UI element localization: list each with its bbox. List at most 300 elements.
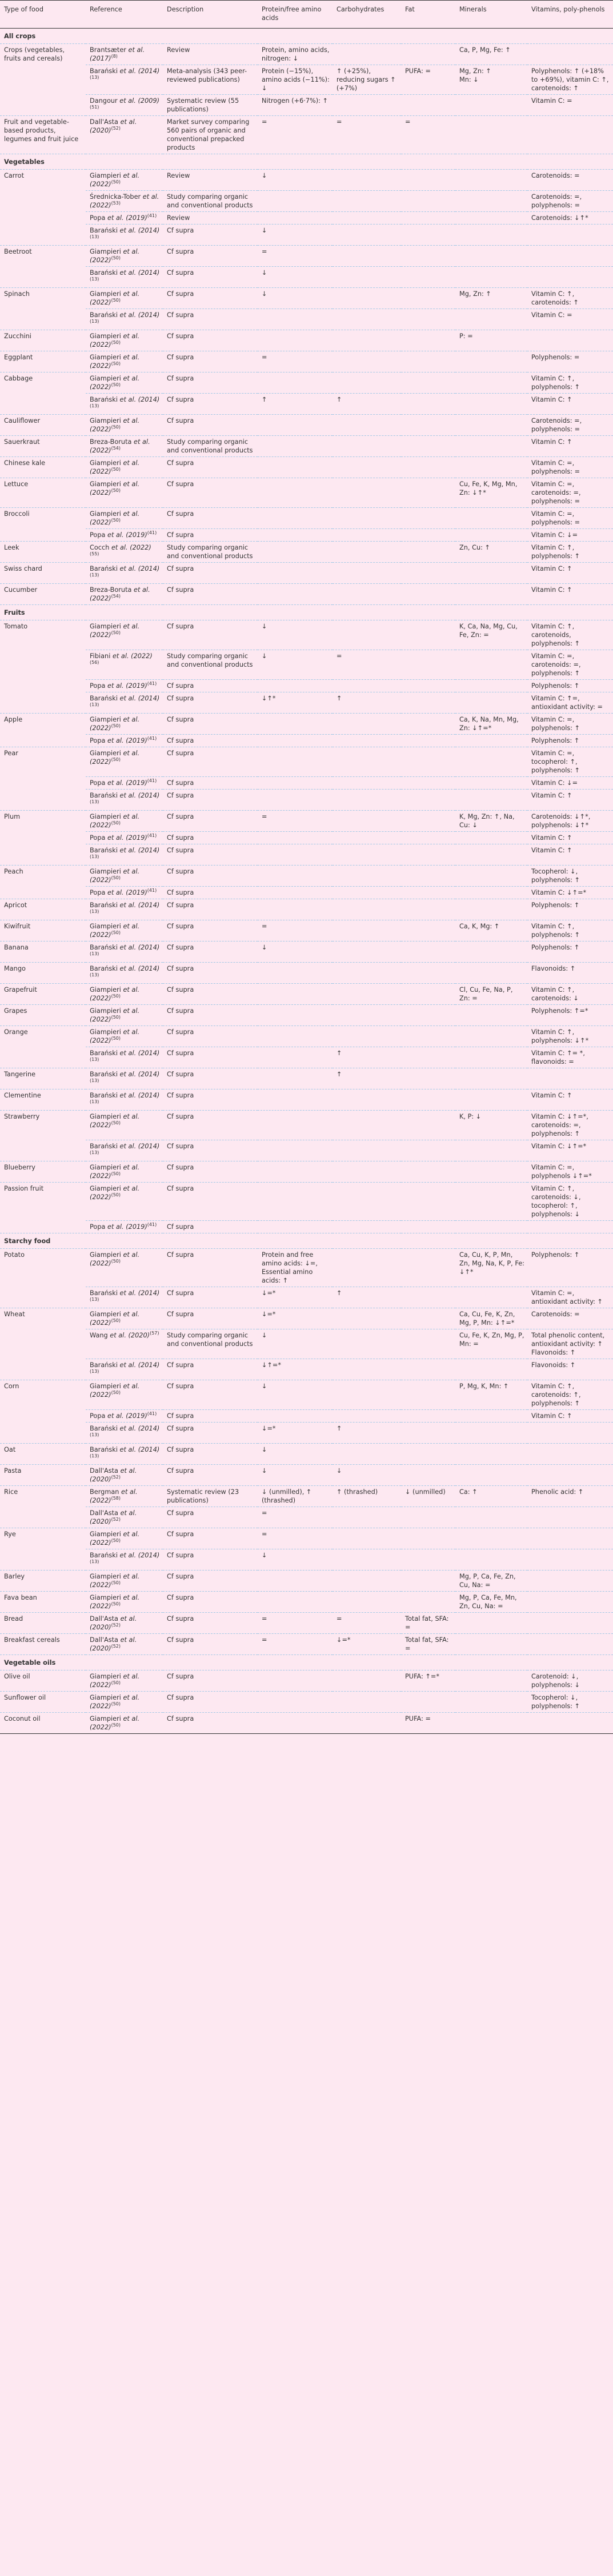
- vitamins-cell: Vitamin C: =, polyphenols: =: [527, 457, 613, 478]
- protein-cell: [258, 1089, 332, 1111]
- table-row: [0, 1287, 613, 1308]
- reference-cell: [86, 1613, 163, 1634]
- reference-author: Popa: [90, 1412, 106, 1420]
- vitamins-cell: Flavonoids: ↑: [527, 1359, 613, 1380]
- protein-cell: [258, 1183, 332, 1221]
- reference-citation: (50): [111, 820, 121, 826]
- table-row: [0, 790, 613, 811]
- reference-author: Dall'Asta: [90, 1467, 118, 1475]
- description-cell: Cf supra: [163, 1634, 258, 1655]
- minerals-cell: P: =: [455, 330, 527, 351]
- reference-citation: (13): [90, 854, 99, 860]
- reference-author: Barański: [90, 792, 118, 799]
- protein-cell: [258, 1161, 332, 1183]
- reference-etal-year: et al. (2020): [90, 118, 137, 134]
- fat-cell: [401, 1571, 455, 1592]
- minerals-cell: [455, 832, 527, 844]
- reference-author: Barański: [90, 847, 118, 854]
- minerals-cell: [455, 790, 527, 811]
- table-row: [0, 1410, 613, 1423]
- carbohydrates-cell: [332, 309, 401, 330]
- carbohydrates-cell: [332, 170, 401, 191]
- vitamins-cell: [527, 1613, 613, 1634]
- reference-cell: [86, 415, 163, 436]
- reference-citation: (50): [111, 723, 121, 729]
- reference-cell: [86, 620, 163, 650]
- reference-etal-year: et al. (2022): [110, 652, 153, 660]
- reference-citation: (13): [90, 75, 99, 81]
- reference-citation: (13): [90, 1559, 99, 1565]
- food-type-cell: Rye: [0, 1528, 86, 1571]
- reference-etal-year: et al. (2022): [90, 716, 140, 732]
- reference-author: Giampieri: [90, 1694, 121, 1701]
- carbohydrates-cell: [332, 1111, 401, 1140]
- header-vitamins: Vitamins, poly-phenols: [527, 1, 613, 29]
- minerals-cell: [455, 170, 527, 191]
- reference-author: Breza-Boruta: [90, 586, 132, 594]
- reference-cell: [86, 309, 163, 330]
- reference-etal-year: et al. (2022): [90, 510, 140, 526]
- reference-cell: [86, 866, 163, 887]
- minerals-cell: [455, 351, 527, 372]
- protein-cell: ↓: [258, 620, 332, 650]
- reference-etal-year: et al. (2014): [117, 792, 160, 799]
- vitamins-cell: Vitamin C: ↑, polyphenols: ↑: [527, 920, 613, 942]
- fat-cell: [401, 394, 455, 415]
- section-title: Vegetable oils: [0, 1655, 613, 1670]
- protein-cell: [258, 735, 332, 747]
- description-cell: Cf supra: [163, 225, 258, 246]
- description-cell: Cf supra: [163, 1592, 258, 1613]
- reference-cell: [86, 811, 163, 832]
- carbohydrates-cell: [332, 920, 401, 942]
- table-row: [0, 529, 613, 542]
- vitamins-cell: Vitamin C: ↑: [527, 394, 613, 415]
- protein-cell: [258, 747, 332, 777]
- description-cell: Cf supra: [163, 1444, 258, 1465]
- reference-etal-year: et al. (2022): [90, 1164, 140, 1180]
- reference-author: Barański: [90, 1049, 118, 1057]
- reference-citation: (50): [111, 757, 121, 763]
- reference-cell: [86, 1713, 163, 1734]
- vitamins-cell: Vitamin C: ↓↑=*, carotenoids: =, polyphenols: ↑: [527, 1111, 613, 1140]
- protein-cell: =: [258, 1613, 332, 1634]
- reference-etal-year: et al. (2022): [90, 1185, 140, 1201]
- food-type-cell: Cucumber: [0, 584, 86, 605]
- reference-citation: (52): [111, 126, 121, 131]
- fat-cell: [401, 942, 455, 963]
- description-cell: Cf supra: [163, 963, 258, 984]
- minerals-cell: Ca, K, Mg: ↑: [455, 920, 527, 942]
- reference-author: Giampieri: [90, 1594, 121, 1601]
- reference-cell: [86, 1465, 163, 1486]
- reference-cell: [86, 1161, 163, 1183]
- fat-cell: [401, 436, 455, 457]
- carbohydrates-cell: [332, 1183, 401, 1221]
- carbohydrates-cell: [332, 436, 401, 457]
- minerals-cell: [455, 1692, 527, 1713]
- reference-cell: [86, 116, 163, 154]
- carbohydrates-cell: [332, 191, 401, 212]
- vitamins-cell: Total phenolic content, antioxidant activity: ↑ Flavonoids: ↑: [527, 1329, 613, 1359]
- reference-citation: (13): [90, 799, 99, 805]
- section-header-row: [0, 1233, 613, 1249]
- description-cell: Meta-analysis (343 peer-reviewed publications): [163, 65, 258, 95]
- protein-cell: =: [258, 246, 332, 267]
- vitamins-cell: Flavonoids: ↑: [527, 963, 613, 984]
- carbohydrates-cell: [332, 1140, 401, 1161]
- minerals-cell: [455, 1221, 527, 1233]
- minerals-cell: [455, 191, 527, 212]
- fat-cell: [401, 225, 455, 246]
- description-cell: Cf supra: [163, 351, 258, 372]
- reference-author: Dall'Asta: [90, 1615, 118, 1622]
- reference-author: Popa: [90, 1223, 106, 1231]
- fat-cell: =: [401, 116, 455, 154]
- reference-author: Barański: [90, 1552, 118, 1559]
- fat-cell: [401, 1249, 455, 1287]
- reference-etal-year: et al. (2014): [117, 67, 160, 75]
- minerals-cell: Ca, Cu, K, P, Mn, Zn, Mg, Na, K, P, Fe: ↓↑*: [455, 1249, 527, 1287]
- food-type-cell: Broccoli: [0, 508, 86, 542]
- fat-cell: [401, 887, 455, 899]
- reference-citation: (50): [111, 630, 121, 636]
- protein-cell: ↓=*: [258, 1287, 332, 1308]
- reference-etal-year: et al. (2014): [117, 1143, 160, 1150]
- reference-author: Fibiani: [90, 652, 111, 660]
- food-type-cell: Beetroot: [0, 246, 86, 288]
- fat-cell: [401, 542, 455, 563]
- vitamins-cell: Vitamin C: ↑, carotenoids: ↑, polyphenols: ↑: [527, 1380, 613, 1410]
- food-type-cell: Blueberry: [0, 1161, 86, 1183]
- reference-etal-year: et al. (2022): [90, 868, 140, 884]
- table-row: [0, 1140, 613, 1161]
- table-row: [0, 844, 613, 866]
- fat-cell: ↓ (unmilled): [401, 1486, 455, 1507]
- reference-citation: (13): [90, 909, 99, 915]
- reference-author: Giampieri: [90, 1113, 121, 1120]
- reference-cell: [86, 1423, 163, 1444]
- vitamins-cell: Vitamin C: ↓=: [527, 529, 613, 542]
- protein-cell: [258, 508, 332, 529]
- vitamins-cell: Vitamin C: ↓↑=*: [527, 887, 613, 899]
- protein-cell: [258, 529, 332, 542]
- vitamins-cell: [527, 1713, 613, 1734]
- header-type-of-food: Type of food: [0, 1, 86, 29]
- reference-author: Giampieri: [90, 290, 121, 298]
- reference-etal-year: et al. (2014): [117, 1446, 160, 1453]
- minerals-cell: [455, 680, 527, 692]
- description-cell: Cf supra: [163, 735, 258, 747]
- reference-author: Giampieri: [90, 1007, 121, 1015]
- minerals-cell: [455, 963, 527, 984]
- protein-cell: [258, 714, 332, 735]
- protein-cell: [258, 680, 332, 692]
- carbohydrates-cell: [332, 1161, 401, 1183]
- reference-citation: (50): [111, 518, 121, 523]
- vitamins-cell: Carotenoids: ↓↑*: [527, 212, 613, 225]
- vitamins-cell: [527, 1634, 613, 1655]
- fat-cell: [401, 1549, 455, 1571]
- reference-etal-year: et al. (2022): [90, 193, 159, 209]
- description-cell: Systematic review (23 publications): [163, 1486, 258, 1507]
- vitamins-cell: Vitamin C: =, carotenoids: =, polyphenols: =: [527, 478, 613, 508]
- reference-cell: [86, 372, 163, 394]
- minerals-cell: [455, 1634, 527, 1655]
- vitamins-cell: Vitamin C: ↑: [527, 563, 613, 584]
- table-row: [0, 212, 613, 225]
- fat-cell: [401, 1026, 455, 1047]
- reference-cell: [86, 790, 163, 811]
- reference-etal-year: et al. (2022): [90, 459, 140, 475]
- fat-cell: [401, 508, 455, 529]
- table-row: [0, 1713, 613, 1734]
- reference-author: Barański: [90, 1446, 118, 1453]
- carbohydrates-cell: [332, 330, 401, 351]
- minerals-cell: [455, 212, 527, 225]
- vitamins-cell: [527, 1549, 613, 1571]
- fat-cell: [401, 212, 455, 225]
- protein-cell: =: [258, 920, 332, 942]
- protein-cell: [258, 478, 332, 508]
- carbohydrates-cell: [332, 714, 401, 735]
- minerals-cell: P, Mg, K, Mn: ↑: [455, 1380, 527, 1410]
- header-description: Description: [163, 1, 258, 29]
- minerals-cell: [455, 777, 527, 790]
- description-cell: Review: [163, 170, 258, 191]
- table-row: [0, 811, 613, 832]
- protein-cell: [258, 1111, 332, 1140]
- reference-author: Popa: [90, 779, 106, 787]
- food-type-cell: Kiwifruit: [0, 920, 86, 942]
- table-row: [0, 1047, 613, 1068]
- table-row: [0, 747, 613, 777]
- protein-cell: ↓: [258, 170, 332, 191]
- reference-author: Giampieri: [90, 1673, 121, 1680]
- protein-cell: ↓: [258, 1549, 332, 1571]
- carbohydrates-cell: [332, 1221, 401, 1233]
- fat-cell: [401, 1528, 455, 1549]
- protein-cell: [258, 1670, 332, 1692]
- vitamins-cell: Vitamin C: ↓=: [527, 777, 613, 790]
- reference-cell: [86, 1670, 163, 1692]
- reference-author: Popa: [90, 531, 106, 539]
- header-reference: Reference: [86, 1, 163, 29]
- vitamins-cell: Vitamin C: ↑: [527, 790, 613, 811]
- vitamins-cell: Vitamin C: ↓↑=*: [527, 1140, 613, 1161]
- reference-etal-year: et al. (2022): [90, 623, 140, 639]
- minerals-cell: [455, 563, 527, 584]
- reference-author: Barański: [90, 902, 118, 909]
- reference-cell: [86, 1308, 163, 1329]
- protein-cell: ↓: [258, 225, 332, 246]
- food-type-cell: Breakfast cereals: [0, 1634, 86, 1655]
- table-row: [0, 1634, 613, 1655]
- food-type-cell: Tomato: [0, 620, 86, 714]
- carbohydrates-cell: [332, 984, 401, 1005]
- description-cell: Cf supra: [163, 777, 258, 790]
- fat-cell: [401, 1359, 455, 1380]
- reference-citation: (13): [90, 1369, 99, 1375]
- food-type-cell: Coconut oil: [0, 1713, 86, 1734]
- minerals-cell: [455, 225, 527, 246]
- reference-cell: [86, 330, 163, 351]
- reference-etal-year: et al. (2020): [90, 1509, 137, 1525]
- reference-author: Giampieri: [90, 868, 121, 875]
- reference-cell: [86, 1068, 163, 1089]
- carbohydrates-cell: [332, 1005, 401, 1026]
- minerals-cell: [455, 1183, 527, 1221]
- reference-cell: [86, 777, 163, 790]
- carbohydrates-cell: =: [332, 116, 401, 154]
- vitamins-cell: Vitamin C: =: [527, 95, 613, 116]
- vitamins-cell: Vitamin C: ↑, polyphenols: ↓↑*: [527, 1026, 613, 1047]
- reference-etal-year: et al. (2014): [117, 1361, 160, 1369]
- carbohydrates-cell: ↑: [332, 1068, 401, 1089]
- fat-cell: [401, 191, 455, 212]
- reference-citation: (50): [111, 424, 121, 430]
- reference-etal-year: et al. (2019): [105, 1223, 147, 1231]
- vitamins-cell: [527, 246, 613, 267]
- description-cell: Cf supra: [163, 1026, 258, 1047]
- header-minerals: Minerals: [455, 1, 527, 29]
- table-row: [0, 1005, 613, 1026]
- fat-cell: [401, 899, 455, 920]
- carbohydrates-cell: [332, 790, 401, 811]
- reference-etal-year: et al. (2022): [90, 1251, 140, 1267]
- table-row: [0, 1423, 613, 1444]
- reference-etal-year: et al. (2019): [105, 737, 147, 744]
- table-row: [0, 1465, 613, 1486]
- description-cell: Cf supra: [163, 309, 258, 330]
- reference-citation: (50): [111, 488, 121, 494]
- protein-cell: [258, 542, 332, 563]
- minerals-cell: [455, 436, 527, 457]
- description-cell: Review: [163, 212, 258, 225]
- reference-author: Barański: [90, 1361, 118, 1369]
- reference-cell: [86, 984, 163, 1005]
- reference-citation: (13): [90, 319, 99, 324]
- description-cell: Study comparing organic and conventional products: [163, 436, 258, 457]
- vitamins-cell: [527, 1507, 613, 1528]
- table-row: [0, 116, 613, 154]
- minerals-cell: K, Ca, Na, Mg, Cu, Fe, Zn: =: [455, 620, 527, 650]
- description-cell: Cf supra: [163, 1287, 258, 1308]
- carbohydrates-cell: [332, 747, 401, 777]
- vitamins-cell: Vitamin C: ↑: [527, 436, 613, 457]
- reference-author: Barański: [90, 1289, 118, 1297]
- fat-cell: [401, 44, 455, 65]
- description-cell: Cf supra: [163, 1613, 258, 1634]
- protein-cell: =: [258, 351, 332, 372]
- description-cell: Cf supra: [163, 1410, 258, 1423]
- reference-citation: (13): [90, 234, 99, 240]
- reference-cell: [86, 1183, 163, 1221]
- description-cell: Market survey comparing 560 pairs of organic and conventional prepacked products: [163, 116, 258, 154]
- reference-citation: (41): [147, 530, 157, 536]
- carbohydrates-cell: [332, 508, 401, 529]
- protein-cell: [258, 1026, 332, 1047]
- description-cell: Cf supra: [163, 1183, 258, 1221]
- reference-citation: (41): [147, 1222, 157, 1228]
- minerals-cell: [455, 415, 527, 436]
- vitamins-cell: Vitamin C: ↑, carotenoids: ↓: [527, 984, 613, 1005]
- reference-citation: (13): [90, 403, 99, 409]
- description-cell: Cf supra: [163, 529, 258, 542]
- reference-etal-year: et al. (2022): [90, 1594, 140, 1610]
- reference-cell: [86, 225, 163, 246]
- protein-cell: [258, 1692, 332, 1713]
- description-cell: Cf supra: [163, 372, 258, 394]
- carbohydrates-cell: [332, 777, 401, 790]
- protein-cell: [258, 415, 332, 436]
- minerals-cell: [455, 1613, 527, 1634]
- reference-citation: (50): [111, 1259, 121, 1264]
- protein-cell: ↓=*: [258, 1308, 332, 1329]
- reference-author: Barański: [90, 396, 118, 403]
- carbohydrates-cell: [332, 620, 401, 650]
- reference-citation: (50): [111, 1318, 121, 1324]
- section-title: Fruits: [0, 605, 613, 620]
- reference-author: Dall'Asta: [90, 1636, 118, 1644]
- carbohydrates-cell: [332, 372, 401, 394]
- protein-cell: [258, 372, 332, 394]
- fat-cell: [401, 457, 455, 478]
- minerals-cell: [455, 1161, 527, 1183]
- fat-cell: [401, 680, 455, 692]
- food-type-cell: Apricot: [0, 899, 86, 920]
- fat-cell: [401, 984, 455, 1005]
- reference-cell: [86, 887, 163, 899]
- reference-etal-year: et al. (2022): [90, 290, 140, 306]
- vitamins-cell: [527, 1571, 613, 1592]
- reference-author: Popa: [90, 682, 106, 690]
- fat-cell: [401, 963, 455, 984]
- description-cell: Cf supra: [163, 844, 258, 866]
- fat-cell: [401, 1465, 455, 1486]
- vitamins-cell: Vitamin C: =, polyphenols ↓↑=*: [527, 1161, 613, 1183]
- section-header-row: [0, 29, 613, 44]
- reference-citation: (54): [111, 446, 121, 451]
- food-type-cell: Cauliflower: [0, 415, 86, 436]
- reference-citation: (50): [111, 993, 121, 999]
- reference-author: Dall'Asta: [90, 118, 118, 126]
- reference-etal-year: et al. (2022): [90, 750, 140, 766]
- vitamins-cell: Vitamin C: =, polyphenols: ↑: [527, 714, 613, 735]
- reference-citation: (50): [111, 1015, 121, 1020]
- protein-cell: [258, 1221, 332, 1233]
- table-row: [0, 1183, 613, 1221]
- minerals-cell: [455, 1140, 527, 1161]
- vitamins-cell: Polyphenols: ↑=*: [527, 1005, 613, 1026]
- table-row: [0, 1486, 613, 1507]
- minerals-cell: [455, 1528, 527, 1549]
- reference-author: Giampieri: [90, 459, 121, 467]
- reference-author: Giampieri: [90, 354, 121, 361]
- reference-author: Breza-Boruta: [90, 438, 132, 446]
- reference-cell: [86, 650, 163, 680]
- table-row: [0, 44, 613, 65]
- protein-cell: [258, 191, 332, 212]
- reference-etal-year: et al. (2022): [90, 986, 140, 1002]
- reference-cell: [86, 1528, 163, 1549]
- food-type-cell: Rice: [0, 1486, 86, 1528]
- description-cell: Cf supra: [163, 1047, 258, 1068]
- table-row: [0, 1670, 613, 1692]
- minerals-cell: [455, 246, 527, 267]
- table-row: [0, 1444, 613, 1465]
- fat-cell: [401, 1444, 455, 1465]
